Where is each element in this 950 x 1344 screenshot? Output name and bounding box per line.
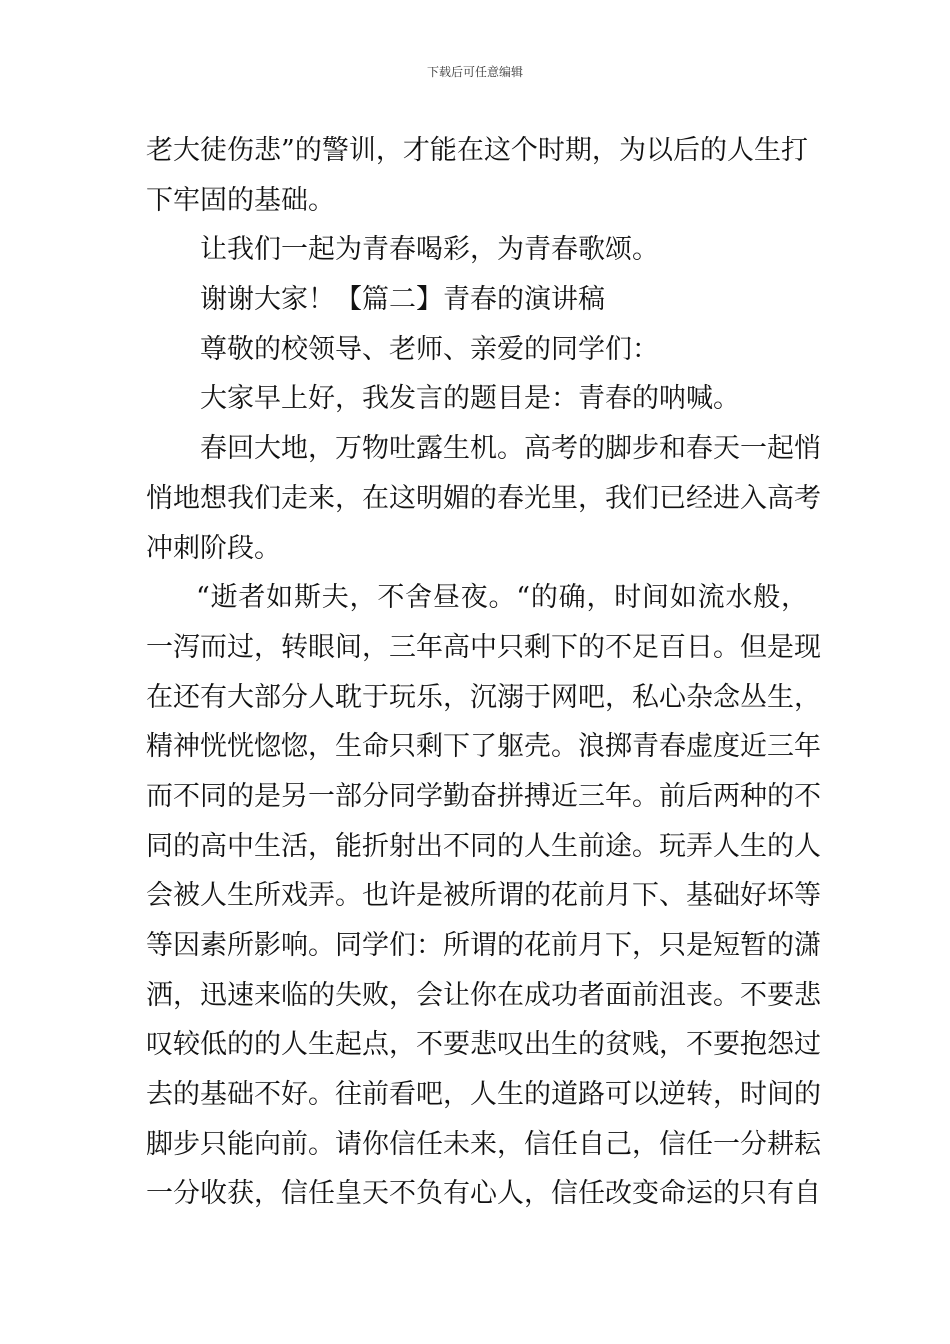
- text-line: 在还有大部分人耽于玩乐，沉溺于网吧，私心杂念丛生，: [146, 681, 821, 713]
- text-line: 等因素所影响。同学们：所谓的花前月下，只是短暂的潇: [146, 930, 821, 961]
- text-line: 同的高中生活，能折射出不同的人生前途。玩弄人生的人: [146, 830, 821, 862]
- text-line: 让我们一起为青春喝彩，为青春歌颂。: [200, 234, 659, 266]
- text-line: 悄地想我们走来，在这明媚的春光里，我们已经进入高考: [146, 482, 821, 514]
- text-line: 叹较低的的人生起点，不要悲叹出生的贫贱，不要抱怨过: [146, 1029, 821, 1061]
- text-line: 老大徒伤悲”的警训，才能在这个时期，为以后的人生打: [146, 135, 808, 166]
- text-line: “逝者如斯夫，不舍昼夜。“的确，时间如流水般，: [196, 582, 808, 614]
- text-line: 下牢固的基础。: [146, 184, 335, 216]
- text-line: 会被人生所戏弄。也许是被所谓的花前月下、基础好坏等: [146, 880, 821, 912]
- text-line: 尊敬的校领导、老师、亲爱的同学们：: [200, 333, 659, 365]
- text-line: 脚步只能向前。请你信任未来，信任自己，信任一分耕耘: [146, 1128, 821, 1160]
- document-body: [146, 126, 821, 1219]
- text-line: 而不同的是另一部分同学勤奋拼搏近三年。前后两种的不: [146, 780, 821, 812]
- text-line: 谢谢大家！【篇二】青春的演讲稿: [200, 284, 605, 316]
- text-line: 去的基础不好。往前看吧，人生的道路可以逆转，时间的: [146, 1079, 821, 1111]
- text-line: 大家早上好，我发言的题目是：青春的呐喊。: [200, 383, 740, 415]
- text-line: 精神恍恍惚惚，生命只剩下了躯壳。浪掷青春虚度近三年: [146, 731, 821, 763]
- page-header: 下载后可任意编辑: [426, 65, 523, 79]
- text-line: 一分收获，信任皇天不负有心人，信任改变命运的只有自: [146, 1178, 821, 1210]
- text-line: 一泻而过，转眼间，三年高中只剩下的不足百日。但是现: [146, 631, 821, 663]
- text-line: 洒，迅速来临的失败，会让你在成功者面前沮丧。不要悲: [146, 979, 821, 1011]
- text-line: 冲刺阶段。: [146, 532, 281, 564]
- text-line: 春回大地，万物吐露生机。高考的脚步和春天一起悄: [200, 433, 821, 465]
